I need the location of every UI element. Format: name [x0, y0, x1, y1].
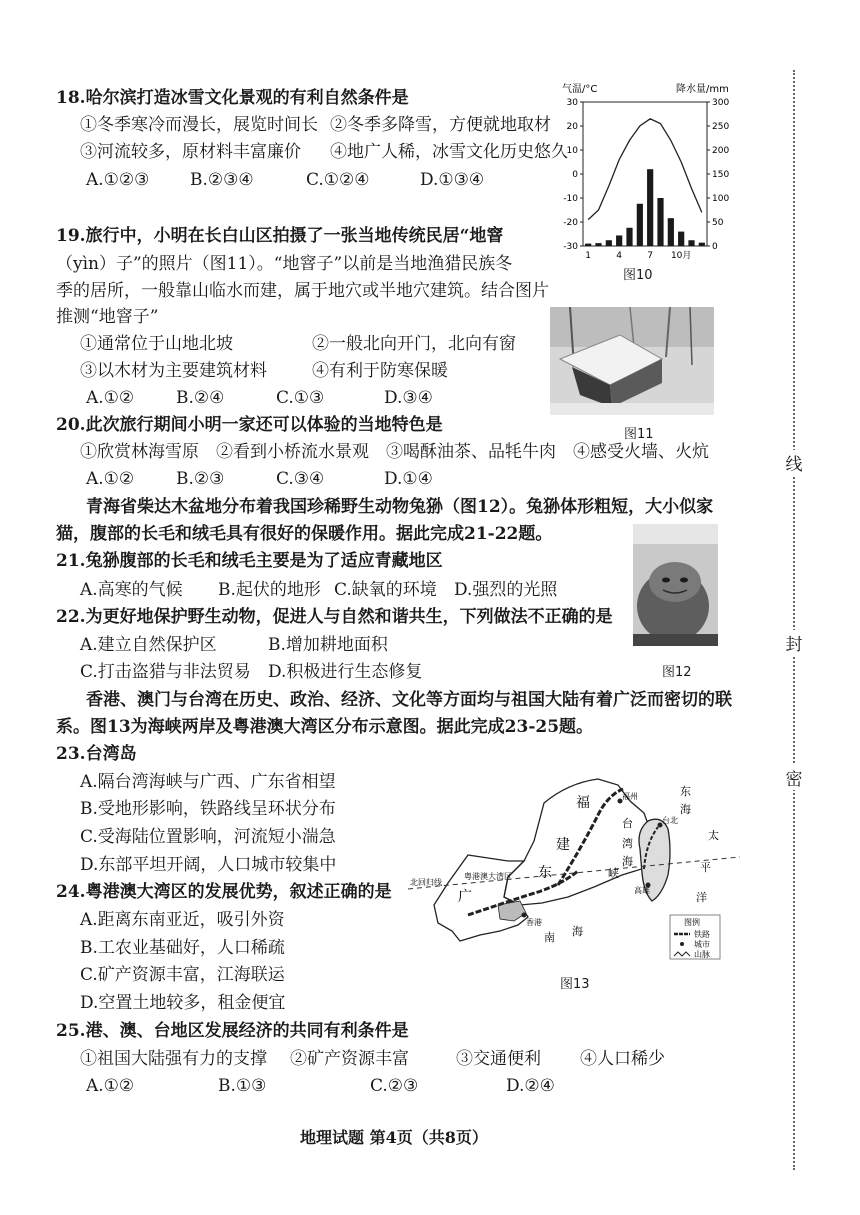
q25-option-2: ②矿产资源丰富 — [290, 1049, 409, 1069]
q21-stem: 21.兔狲腹部的长毛和绒毛主要是为了适应青藏地区 — [56, 551, 443, 571]
precipitation-bar — [647, 169, 653, 246]
q19-option-3: ③以木材为主要建筑材料 — [80, 361, 267, 381]
left-tick-label: 30 — [566, 98, 578, 108]
q25-option-4: ④人口稀少 — [580, 1049, 665, 1069]
q18-choice-a: A.①②③ — [86, 170, 150, 190]
left-tick-label: -20 — [563, 218, 578, 228]
q19-choice-c: C.①③ — [276, 388, 325, 408]
map-label-fujian-1: 福 — [576, 795, 590, 811]
plot-frame — [583, 102, 707, 246]
q18-option-4: ④地广人稀，冰雪文化历史悠久 — [330, 142, 568, 162]
q23-choice-a: A.隔台湾海峡与广西、广东省相望 — [80, 772, 336, 792]
q19-choice-a: A.①② — [86, 388, 135, 408]
q21-choice-a: A.高寒的气候 — [80, 580, 183, 600]
q18-option-2: ②冬季多降雪，方便就地取材 — [330, 115, 551, 135]
q23-choice-d: D.东部平坦开阔，人口城市较集中 — [80, 855, 337, 875]
dwelling-photo-fig11 — [550, 307, 714, 415]
q18-option-1: ①冬季寒冷而漫长，展览时间长 — [80, 115, 318, 135]
q22-choice-d: D.积极进行生态修复 — [268, 662, 423, 682]
q19-choice-d: D.③④ — [384, 388, 433, 408]
month-tick-label: 1 — [585, 251, 592, 261]
strait-bay-area-map-fig13 — [408, 765, 740, 965]
map-label-haixia-1: 海 — [622, 855, 633, 868]
q25-choice-b: B.①③ — [218, 1076, 267, 1096]
binding-char-feng: 封 — [784, 630, 804, 655]
q19-stem-line-1: 19.旅行中，小明在长白山区拍摄了一张当地传统民居“地窨 — [56, 226, 504, 246]
q22-choice-a: A.建立自然保护区 — [80, 635, 217, 655]
right-tick-label: 50 — [712, 218, 724, 228]
map-label-yang: 洋 — [696, 891, 707, 904]
precipitation-bar — [637, 204, 643, 246]
tropic-of-cancer-line — [408, 857, 740, 889]
precipitation-bar — [699, 243, 705, 246]
precipitation-bar — [585, 244, 591, 246]
q24-choice-b: B.工农业基础好，人口稀疏 — [80, 938, 285, 958]
q20-stem: 20.此次旅行期间小明一家还可以体验的当地特色是 — [56, 415, 443, 435]
map-label-xianggang: 香港 — [526, 918, 542, 927]
month-tick-label: 10月 — [670, 251, 692, 261]
map-label-hai2: 海 — [572, 925, 583, 938]
q18-option-3: ③河流较多，原材料丰富廉价 — [80, 142, 301, 162]
legend-railway: 铁路 — [694, 930, 710, 939]
left-tick-label: 10 — [566, 146, 578, 156]
legend-mountain: 山脉 — [694, 950, 710, 959]
q19-option-4: ④有利于防寒保暖 — [312, 361, 448, 381]
q21-choice-b: B.起伏的地形 — [218, 580, 321, 600]
q22-choice-b: B.增加耕地面积 — [268, 635, 388, 655]
map-label-dong2: 东 — [538, 865, 552, 881]
precipitation-bar — [595, 243, 601, 246]
map-label-nan: 南 — [544, 931, 555, 944]
q25-choice-c: C.②③ — [370, 1076, 419, 1096]
q23-stem: 23.台湾岛 — [56, 744, 137, 764]
q19-choice-b: B.②④ — [176, 388, 225, 408]
intro-21-22-line-1: 青海省柴达木盆地分布着我国珍稀野生动物兔狲（图12）。兔狲体形粗短，大小似家 — [86, 497, 714, 517]
intro-23-25-line-2: 系。图13为海峡两岸及粤港澳大湾区分布示意图。据此完成23-25题。 — [56, 717, 594, 737]
q18-stem: 18.哈尔滨打造冰雪文化景观的有利自然条件是 — [56, 88, 409, 108]
guangdong-outline — [434, 855, 528, 941]
map-label-fuzhou: 福州 — [622, 792, 638, 801]
map-legend — [670, 915, 720, 959]
right-tick-label: 250 — [712, 122, 730, 132]
fig12-caption: 图12 — [662, 665, 692, 680]
map-label-tai: 太 — [708, 829, 719, 842]
temperature-curve — [588, 119, 702, 220]
fig10-caption: 图10 — [623, 268, 653, 283]
q20-options: ①欣赏林海雪原 ②看到小桥流水景观 ③喝酥油茶、品牦牛肉 ④感受火墙、火炕 — [80, 442, 709, 462]
legend-city: 城市 — [694, 940, 710, 949]
binding-char-xian: 线 — [784, 450, 804, 475]
precipitation-bar — [668, 218, 674, 246]
precipitation-bar — [626, 228, 632, 246]
intro-23-25-line-1: 香港、澳门与台湾在历史、政治、经济、文化等方面均与祖国大陆有着广泛而密切的联 — [86, 690, 732, 710]
map-label-gaoxiong: 高雄 — [634, 886, 650, 895]
precipitation-bar — [657, 198, 663, 246]
left-tick-label: 20 — [566, 122, 578, 132]
page-footer: 地理试题 第4页（共8页） — [300, 1128, 488, 1147]
map-label-fujian-2: 建 — [556, 837, 570, 853]
legend-title: 图例 — [684, 918, 700, 927]
left-axis-label: 气温/°C — [562, 84, 598, 95]
q18-choice-c: C.①②④ — [306, 170, 370, 190]
right-tick-label: 300 — [712, 98, 730, 108]
q20-choice-d: D.①④ — [384, 469, 433, 489]
binding-line — [784, 70, 804, 1170]
q25-choice-a: A.①② — [86, 1076, 135, 1096]
precipitation-bar — [688, 240, 694, 246]
q20-choice-a: A.①② — [86, 469, 135, 489]
left-tick-label: 0 — [572, 170, 578, 180]
q19-option-1: ①通常位于山地北坡 — [80, 334, 233, 354]
xianggang-city-dot — [522, 913, 527, 918]
right-tick-label: 0 — [712, 242, 718, 252]
q19-stem-line-4: 推测“地窨子” — [56, 307, 159, 327]
map-label-hai: 海 — [680, 803, 691, 816]
q21-choice-d: D.强烈的光照 — [454, 580, 558, 600]
q18-choice-d: D.①③④ — [420, 170, 485, 190]
month-tick-label: 4 — [616, 251, 623, 261]
q19-stem-line-3: 季的居所，一般靠山临水而建，属于地穴或半地穴建筑。结合图片 — [56, 281, 549, 301]
city-legend-icon — [680, 942, 684, 946]
q22-choice-c: C.打击盗猎与非法贸易 — [80, 662, 251, 682]
left-tick-label: -30 — [563, 242, 578, 252]
right-tick-label: 200 — [712, 146, 730, 156]
map-label-ping: 平 — [700, 861, 711, 874]
pallas-cat-photo-fig12 — [633, 524, 718, 646]
map-label-taiwan: 台 — [622, 817, 633, 830]
map-label-haixia-2: 峡 — [608, 867, 619, 880]
q23-choice-c: C.受海陆位置影响，河流短小湍急 — [80, 827, 336, 847]
right-axis-label: 降水量/mm — [676, 84, 729, 95]
q20-choice-c: C.③④ — [276, 469, 325, 489]
q18-choice-b: B.②③④ — [190, 170, 254, 190]
map-label-bay-area: 粤港澳大湾区 — [464, 872, 512, 881]
fig11-caption: 图11 — [624, 427, 654, 442]
q20-choice-b: B.②③ — [176, 469, 225, 489]
map-label-dong: 东 — [680, 785, 691, 798]
climate-chart-fig10 — [560, 82, 735, 292]
q19-stem-line-2: （yìn）子”的照片（图11）。“地窨子”以前是当地渔猎民族冬 — [56, 254, 513, 274]
month-tick-label: 7 — [647, 251, 654, 261]
intro-21-22-line-2: 猫，腹部的长毛和绒毛具有很好的保暖作用。据此完成21-22题。 — [56, 524, 553, 544]
q25-choice-d: D.②④ — [506, 1076, 555, 1096]
map-label-taibei: 台北 — [662, 816, 678, 825]
q24-choice-c: C.矿产资源丰富，江海联运 — [80, 965, 285, 985]
q22-stem: 22.为更好地保护野生动物，促进人与自然和谐共生，下列做法不正确的是 — [56, 607, 613, 627]
q23-choice-b: B.受地形影响，铁路线呈环状分布 — [80, 799, 336, 819]
precipitation-bar — [678, 232, 684, 246]
right-tick-label: 100 — [712, 194, 730, 204]
map-label-tropic: 北回归线 — [410, 878, 442, 887]
q24-choice-a: A.距离东南亚近，吸引外资 — [80, 910, 285, 930]
q24-choice-d: D.空置土地较多，租金便宜 — [80, 993, 286, 1013]
q25-option-3: ③交通便利 — [456, 1049, 541, 1069]
map-label-wan: 湾 — [622, 837, 633, 850]
precipitation-bar — [606, 240, 612, 246]
q21-choice-c: C.缺氧的环境 — [334, 580, 437, 600]
q24-stem: 24.粤港澳大湾区的发展优势，叙述正确的是 — [56, 882, 392, 902]
fig13-caption: 图13 — [560, 977, 590, 992]
left-tick-label: -10 — [563, 194, 578, 204]
q25-option-1: ①祖国大陆强有力的支撑 — [80, 1049, 267, 1069]
precipitation-bar — [616, 235, 622, 246]
q19-option-2: ②一般北向开门，北向有窗 — [312, 334, 516, 354]
right-tick-label: 150 — [712, 170, 730, 180]
map-label-guang: 广 — [458, 889, 472, 905]
q25-stem: 25.港、澳、台地区发展经济的共同有利条件是 — [56, 1021, 409, 1041]
binding-char-mi: 密 — [784, 765, 804, 790]
